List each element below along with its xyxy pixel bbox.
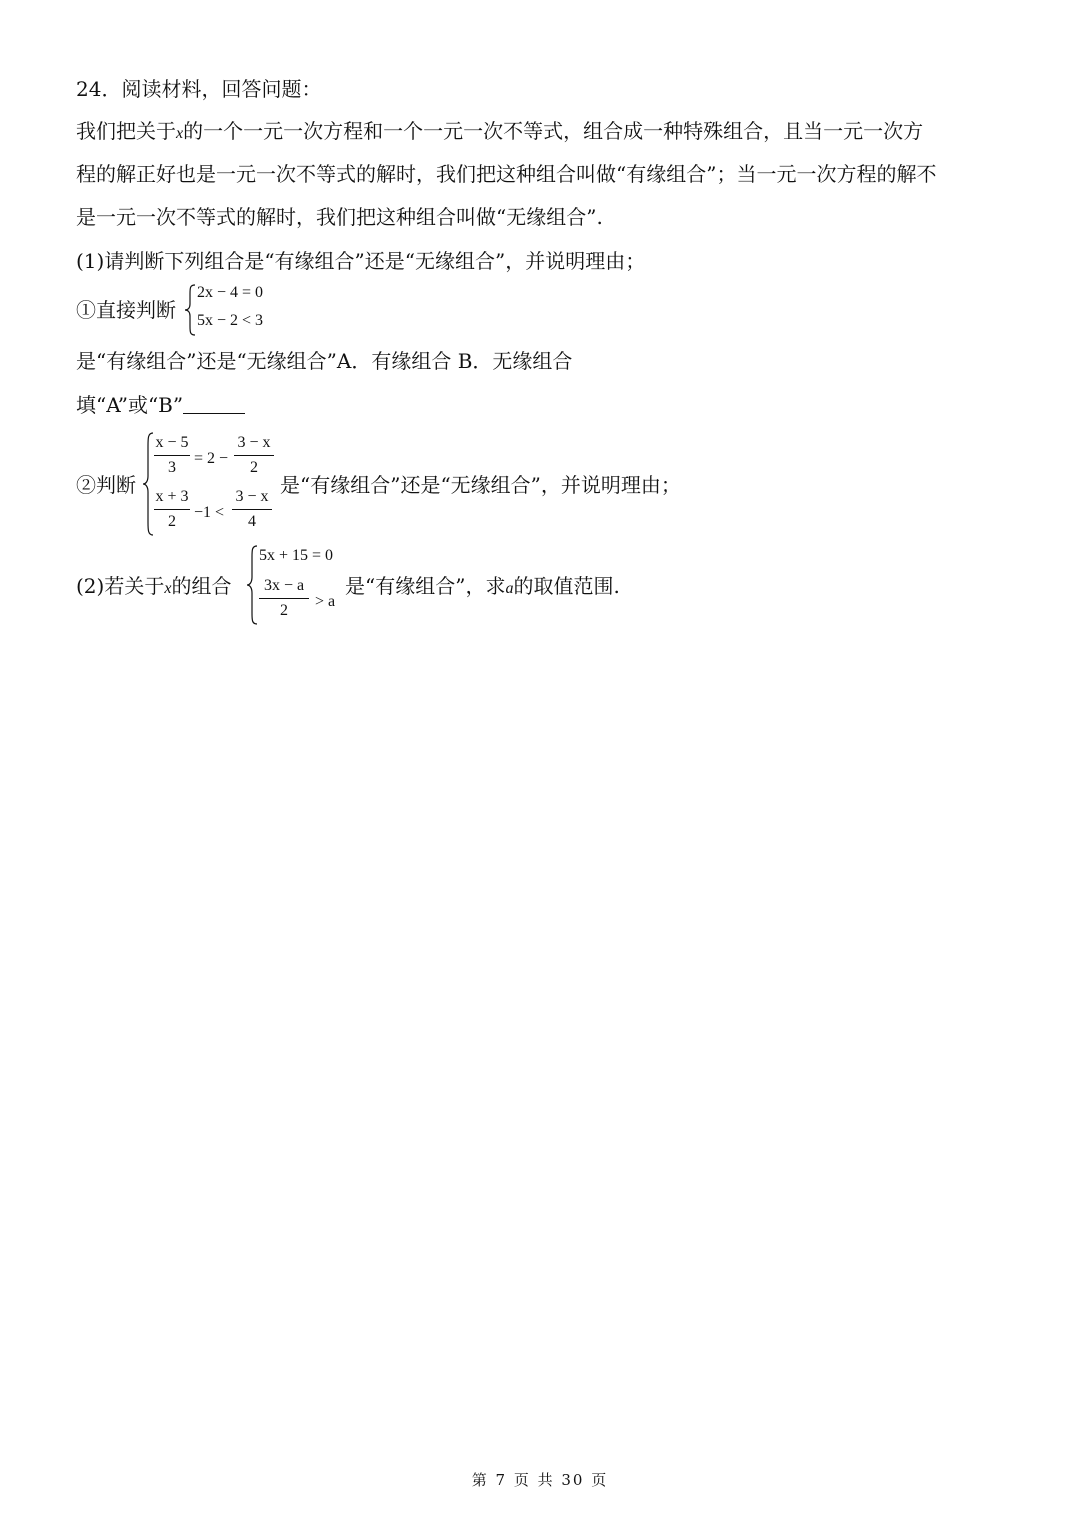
intro-line-1 <box>76 118 923 147</box>
sub1-inequality: 5x − 2 < 3 <box>197 312 264 329</box>
sub2-label: ②判断 <box>76 473 136 497</box>
var-x: x <box>164 580 172 597</box>
sub2-system <box>154 434 284 538</box>
part2-after-2: 的取值范围. <box>513 574 620 598</box>
part2-equation: 5x + 15 = 0 <box>259 547 334 564</box>
fraction: x + 3 2 <box>155 488 189 530</box>
sub1-fill-text: 填“A”或“B” <box>76 393 184 417</box>
brace-icon <box>246 545 258 625</box>
operator: −1 < <box>194 504 225 521</box>
operator: > a <box>315 593 336 610</box>
intro-line-2: 程的解正好也是一元一次不等式的解时，我们把这种组合叫做“有缘组合”；当一元一次方程的解不 <box>76 162 937 186</box>
part2-prefix-line <box>76 573 231 602</box>
brace-icon <box>142 432 154 536</box>
question-title: 24．阅读材料，回答问题： <box>76 77 322 101</box>
var-x: x <box>176 125 184 142</box>
sub1-fill-line <box>76 392 245 418</box>
brace-icon <box>184 284 196 336</box>
sub1-equation: 2x − 4 = 0 <box>197 284 264 301</box>
page-footer: 第 7 页 共 30 页 <box>471 1471 609 1489</box>
part2-system <box>259 547 349 627</box>
part1-prompt: (1)请判断下列组合是“有缘组合”还是“无缘组合”，并说明理由； <box>76 249 646 273</box>
part2-after-line <box>345 573 620 602</box>
intro-text-2: 的一个一元一次方程和一个一元一次不等式，组合成一种特殊组合，且当一元一次方 <box>183 119 924 143</box>
fraction: 3 − x 2 <box>234 434 274 477</box>
sub1-choices: 是“有缘组合”还是“无缘组合”A．有缘组合 B．无缘组合 <box>76 349 573 373</box>
fraction: 3 − x 4 <box>232 488 272 531</box>
sub2-after: 是“有缘组合”还是“无缘组合”，并说明理由； <box>280 473 681 497</box>
intro-line-3: 是一元一次不等式的解时，我们把这种组合叫做“无缘组合”. <box>76 205 603 229</box>
answer-blank[interactable] <box>183 393 245 414</box>
fraction: 3x − a 2 <box>259 577 309 620</box>
part2-prefix: (2)若关于 <box>76 574 165 598</box>
sub1-label: ①直接判断 <box>76 298 176 322</box>
part2-after-1: 是“有缘组合”，求 <box>345 574 506 598</box>
part2-mid: 的组合 <box>171 574 232 598</box>
operator: = 2 − <box>194 450 229 467</box>
var-a: a <box>505 580 514 597</box>
fraction: x − 5 3 <box>155 434 189 476</box>
intro-text-1: 我们把关于 <box>76 119 176 143</box>
